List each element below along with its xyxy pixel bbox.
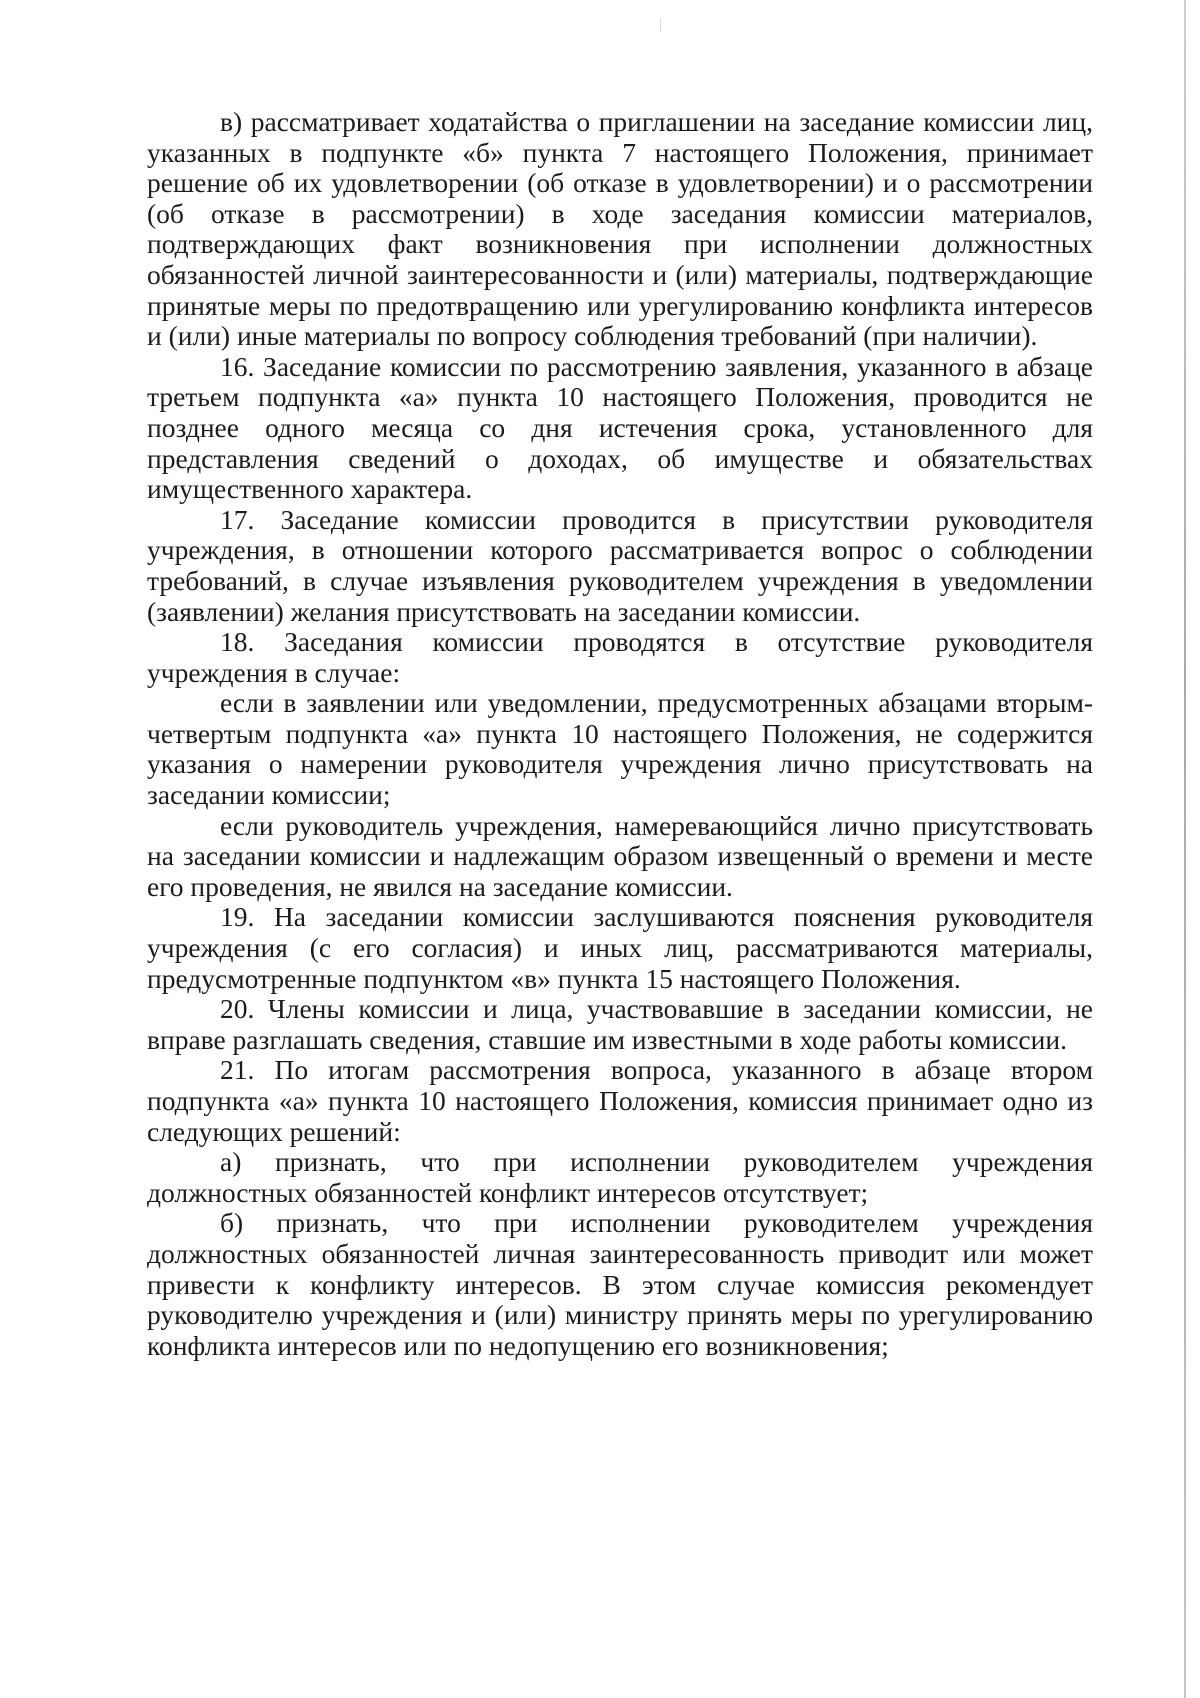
paragraph-18-case-1: если в заявлении или уведомлении, предусмотренных абзацами вторым-четвертым подпункта «а» пункта 10 настоящего Положения, не содержится указания о намерении руководителя учреждения лично присутствовать на заседании комиссии;: [147, 687, 1093, 811]
paragraph-17: 17. Заседание комиссии проводится в присутствии руководителя учреждения, в отношении которого рассматривается вопрос о соблюдении требований, в случае изъявления руководителем учреждения в уведомлении (заявлении) желания присутствовать на заседании комиссии.: [147, 503, 1093, 627]
paragraph-21a: а) признать, что при исполнении руководителем учреждения должностных обязанностей конфликт интересов отсутствует;: [147, 1146, 1093, 1208]
paragraph-19: 19. На заседании комиссии заслушиваются пояснения руководителя учреждения (с его согласия) и иных лиц, рассматриваются материалы, предусмотренные подпунктом «в» пункта 15 настоящего Положения.: [147, 901, 1093, 994]
scan-artifact: [660, 18, 661, 32]
paragraph-18-case-2: если руководитель учреждения, намеревающийся лично присутствовать на заседании комиссии и надлежащим образом извещенный о времени и месте его проведения, не явился на заседание комиссии.: [147, 809, 1093, 902]
document-body: [147, 107, 1093, 1361]
page-edge-shadow: [1184, 0, 1186, 1698]
paragraph-21: 21. По итогам рассмотрения вопроса, указанного в абзаце втором подпункта «а» пункта 10 настоящего Положения, комиссия принимает одно из следующих решений:: [147, 1054, 1093, 1147]
paragraph-15v: в) рассматривает ходатайства о приглашении на заседание комиссии лиц, указанных в подпункте «б» пункта 7 настоящего Положения, принимает решение об их удовлетворении (об отказе в удовлетворении) и о рассмотрении (об отказе в рассмотрении) в ходе заседания комиссии материалов, подтверждающих факт возникновения при исполнении должностных обязанностей личной заинтересованности и (или) материалы, подтверждающие принятые меры по предотвращению или урегулированию конфликта интересов и (или) иные материалы по вопросу соблюдения требований (при наличии).: [147, 106, 1093, 352]
paragraph-18: 18. Заседания комиссии проводятся в отсутствие руководителя учреждения в случае:: [147, 626, 1093, 688]
paragraph-16: 16. Заседание комиссии по рассмотрению заявления, указанного в абзаце третьем подпункта «а» пункта 10 настоящего Положения, проводится не позднее одного месяца со дня истечения срока, установленного для представления сведений о доходах, об имуществе и обязательствах имущественного характера.: [147, 350, 1093, 505]
paragraph-20: 20. Члены комиссии и лица, участвовавшие в заседании комиссии, не вправе разглашать сведения, ставшие им известными в ходе работы комиссии.: [147, 993, 1093, 1055]
paragraph-21b: б) признать, что при исполнении руководителем учреждения должностных обязанностей личная заинтересованность приводит или может привести к конфликту интересов. В этом случае комиссия рекомендует руководителю учреждения и (или) министру принять меры по урегулированию конфликта интересов или по недопущению его возникновения;: [147, 1207, 1093, 1361]
